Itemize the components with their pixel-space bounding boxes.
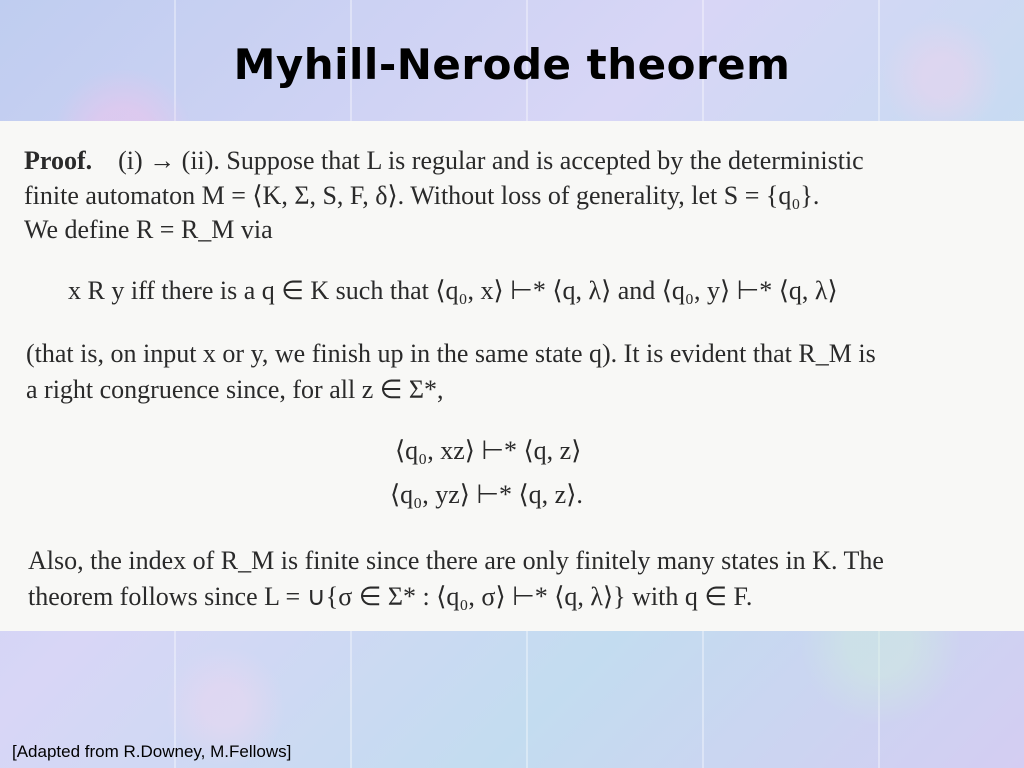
proof-line: finite automaton M = ⟨K, Σ, S, F, δ⟩. Without loss of generality, let S = {q₀}. — [24, 181, 820, 210]
proof-line: ⟨q₀, xz⟩ ⊢* ⟨q, z⟩ — [395, 436, 582, 465]
proof-image — [0, 121, 1024, 631]
proof-line: We define R = R_M via — [24, 215, 273, 244]
proof-line: ⟨q₀, yz⟩ ⊢* ⟨q, z⟩. — [390, 480, 583, 509]
attribution-footer: [Adapted from R.Downey, M.Fellows] — [12, 742, 292, 761]
slide-title: Myhill-Nerode theorem — [233, 40, 791, 89]
proof-line: x R y iff there is a q ∈ K such that ⟨q₀, x⟩ ⊢* ⟨q, λ⟩ and ⟨q₀, y⟩ ⊢* ⟨q, λ⟩ — [68, 276, 838, 305]
proof-line: theorem follows since L = ∪{σ ∈ Σ* : ⟨q₀, σ⟩ ⊢* ⟨q, λ⟩} with q ∈ F. — [28, 582, 753, 611]
proof-line: (that is, on input x or y, we finish up in the same state q). It is evident that R_M is — [26, 339, 876, 368]
proof-line: a right congruence since, for all z ∈ Σ*, — [26, 375, 444, 404]
proof-label: Proof. — [24, 146, 93, 175]
proof-line: Also, the index of R_M is finite since there are only finitely many states in K. The — [28, 546, 884, 575]
proof-line-text: (i) → (ii). Suppose that L is regular and is accepted by the deterministic — [118, 146, 864, 175]
proof-line — [24, 146, 864, 176]
